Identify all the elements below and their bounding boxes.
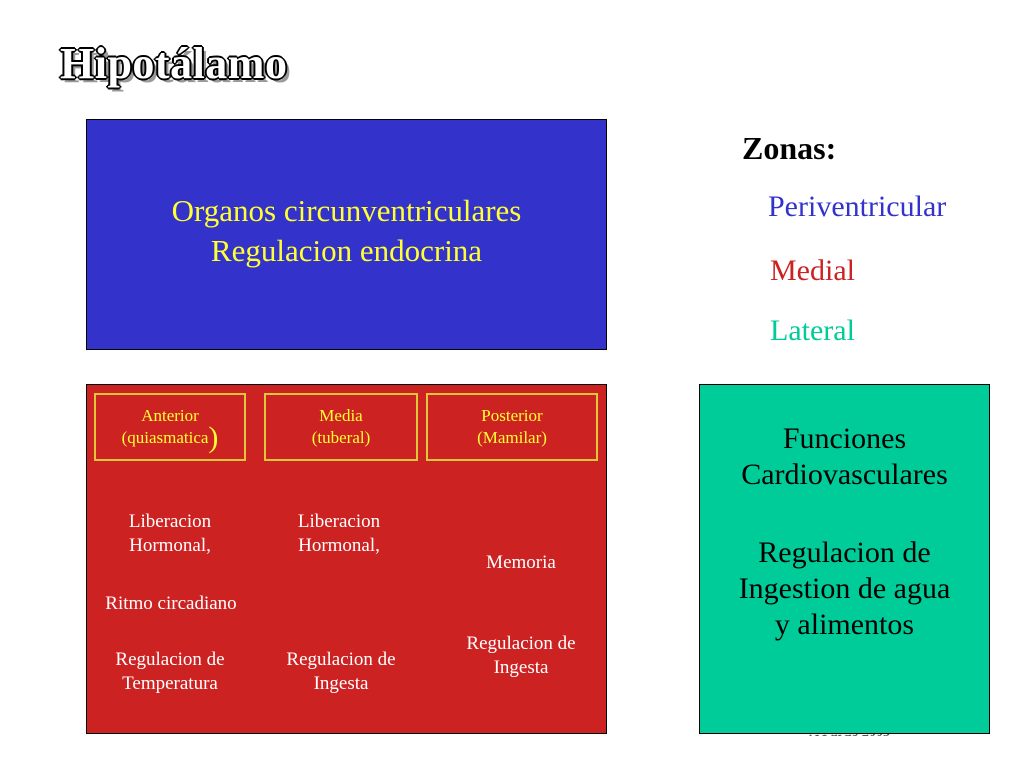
- region-anterior-name: Anterior: [141, 406, 199, 425]
- circumventricular-box: [86, 119, 607, 350]
- anterior-temperatura-line-2: Temperatura: [122, 673, 218, 694]
- media-liberacion-line-1: Liberacion: [297, 511, 381, 532]
- region-media-sub: (tuberal): [311, 428, 371, 447]
- region-posterior-sub: (Mamilar): [477, 428, 547, 447]
- region-posterior-name: Posterior: [481, 406, 543, 425]
- posterior-ingesta-line-2: Ingesta: [493, 657, 549, 678]
- region-media-name: Media: [319, 406, 363, 425]
- media-liberacion-line-2: Hormonal,: [298, 535, 380, 556]
- anterior-temperatura-line-1: Regulacion de: [115, 649, 225, 670]
- media-ingesta-line-1: Regulacion de: [286, 649, 396, 670]
- blue-box-line-1: Organos circunventriculares: [171, 192, 522, 228]
- anterior-ritmo: Ritmo circadiano: [105, 593, 237, 614]
- green-box-line-3: Regulacion de: [758, 536, 931, 569]
- lateral-zone-box: [699, 384, 990, 734]
- green-box-line-5: y alimentos: [774, 608, 915, 641]
- zone-lateral: Lateral: [770, 314, 855, 347]
- anterior-liberacion-line-2: Hormonal,: [129, 535, 211, 556]
- green-box-line-2: Cardiovasculares: [741, 458, 948, 491]
- media-liberacion: [266, 510, 412, 558]
- page-title: Hipotálamo: [60, 39, 288, 88]
- region-anterior-paren: ): [208, 421, 219, 454]
- zonas-heading: Zonas:: [742, 130, 837, 166]
- media-ingesta-line-2: Ingesta: [313, 673, 369, 694]
- blue-box-line-2: Regulacion endocrina: [210, 232, 483, 268]
- posterior-ingesta-line-1: Regulacion de: [466, 633, 576, 654]
- region-anterior-box: [94, 393, 246, 461]
- region-anterior-sub: [96, 421, 244, 454]
- region-media-box: [264, 393, 418, 461]
- region-posterior-box: [426, 393, 598, 461]
- zone-periventricular: Periventricular: [768, 190, 947, 223]
- anterior-liberacion: [90, 510, 250, 558]
- region-anterior-sub-text: (quiasmatica: [121, 428, 209, 447]
- green-box-line-1: Funciones: [782, 422, 907, 455]
- posterior-ingesta: [446, 632, 596, 680]
- posterior-memoria: Memoria: [486, 552, 556, 573]
- anterior-temperatura: [90, 648, 250, 696]
- green-box-line-4: Ingestion de agua: [738, 572, 951, 605]
- anterior-liberacion-line-1: Liberacion: [128, 511, 212, 532]
- media-ingesta: [266, 648, 416, 696]
- zone-medial: Medial: [770, 254, 855, 287]
